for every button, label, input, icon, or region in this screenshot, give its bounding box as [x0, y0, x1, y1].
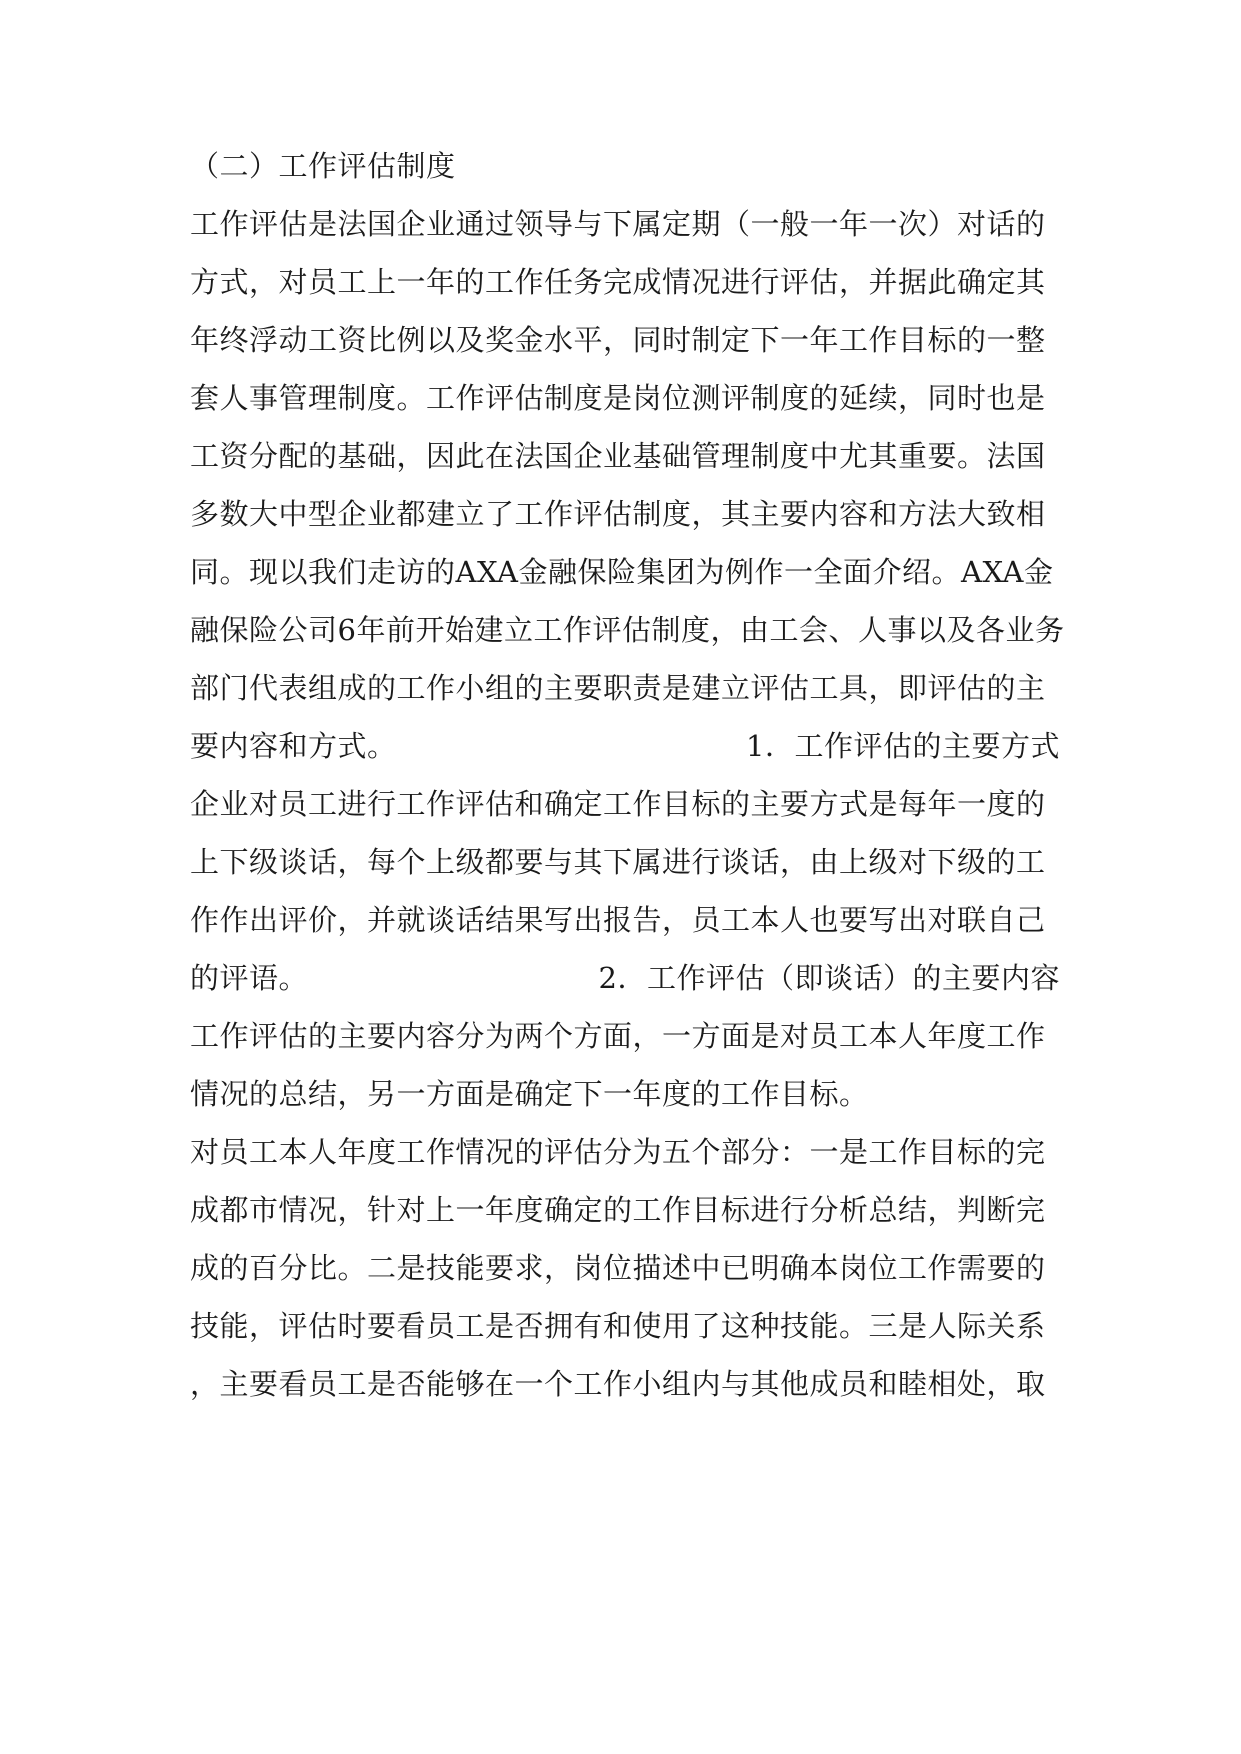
paragraph-line: 作作出评价，并就谈话结果写出报告，员工本人也要写出对联自己: [190, 903, 1046, 937]
paragraph-line-with-subheading: [190, 958, 1060, 998]
subheading-1: 1．工作评估的主要方式: [746, 729, 1060, 763]
paragraph-line: 上下级谈话，每个上级都要与其下属进行谈话，由上级对下级的工: [190, 845, 1046, 879]
paragraph-line: 部门代表组成的工作小组的主要职责是建立评估工具，即评估的主: [190, 671, 1046, 705]
paragraph-line: 情况的总结，另一方面是确定下一年度的工作目标。: [190, 1077, 869, 1111]
paragraph-line: 技能，评估时要看员工是否拥有和使用了这种技能。三是人际关系: [190, 1309, 1046, 1343]
paragraph-line: 年终浮动工资比例以及奖金水平，同时制定下一年工作目标的一整: [190, 323, 1046, 357]
paragraph-line-with-subheading: [190, 726, 1060, 766]
paragraph-line: 多数大中型企业都建立了工作评估制度，其主要内容和方法大致相: [190, 497, 1046, 531]
paragraph-line: 工作评估的主要内容分为两个方面，一方面是对员工本人年度工作: [190, 1019, 1046, 1053]
paragraph-line: 工资分配的基础，因此在法国企业基础管理制度中尤其重要。法国: [190, 439, 1046, 473]
paragraph-line: 方式，对员工上一年的工作任务完成情况进行评估，并据此确定其: [190, 265, 1046, 299]
paragraph-line: 融保险公司6年前开始建立工作评估制度，由工会、人事以及各业务: [190, 613, 1065, 647]
paragraph-line: 成的百分比。二是技能要求，岗位描述中已明确本岗位工作需要的: [190, 1251, 1046, 1285]
paragraph-line: 工作评估是法国企业通过领导与下属定期（一般一年一次）对话的: [190, 207, 1046, 241]
paragraph-line: 同。现以我们走访的AXA金融保险集团为例作一全面介绍。AXA金: [190, 555, 1054, 589]
paragraph-line: 套人事管理制度。工作评估制度是岗位测评制度的延续，同时也是: [190, 381, 1046, 415]
paragraph-line-end: 要内容和方式。: [190, 729, 397, 763]
paragraph-line: 企业对员工进行工作评估和确定工作目标的主要方式是每年一度的: [190, 787, 1046, 821]
section-heading: （二）工作评估制度: [190, 149, 456, 183]
paragraph-line-end: 的评语。: [190, 961, 309, 995]
paragraph-line: 成都市情况，针对上一年度确定的工作目标进行分析总结，判断完: [190, 1193, 1046, 1227]
subheading-2: 2．工作评估（即谈话）的主要内容: [598, 961, 1060, 995]
paragraph-line: 对员工本人年度工作情况的评估分为五个部分：一是工作目标的完: [190, 1135, 1046, 1169]
paragraph-line: ，主要看员工是否能够在一个工作小组内与其他成员和睦相处，取: [190, 1367, 1046, 1401]
